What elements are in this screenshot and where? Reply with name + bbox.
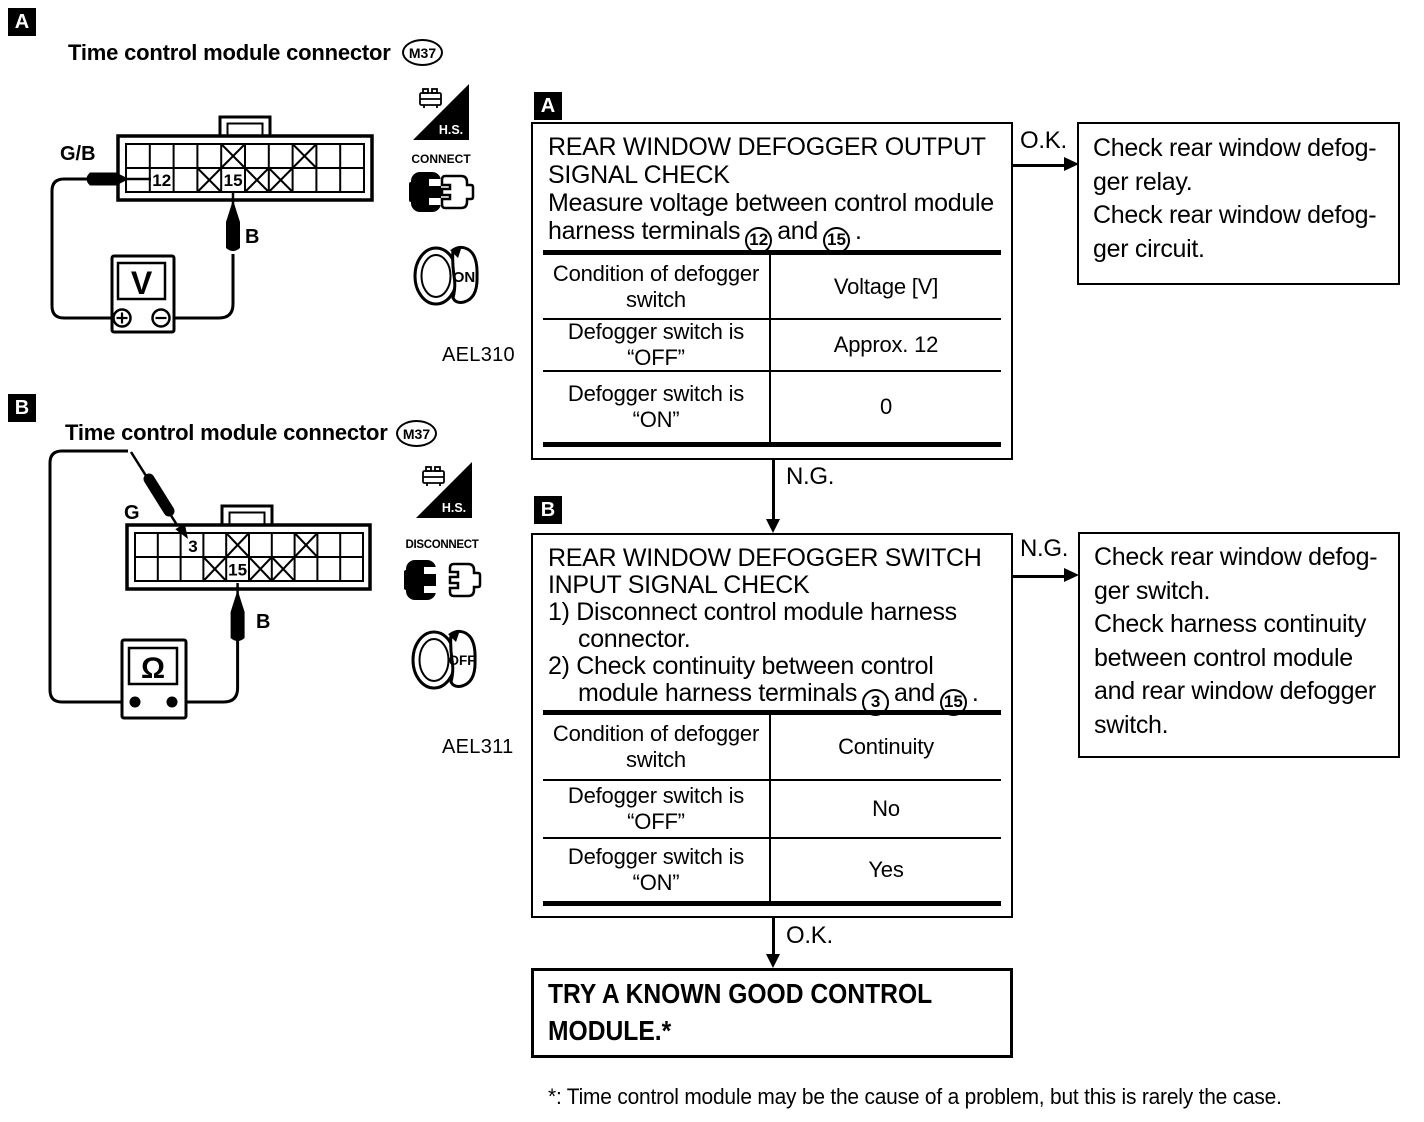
flow-step-a-label: A xyxy=(534,92,562,120)
terminal-circle-3: 3 xyxy=(862,689,889,716)
ohmmeter xyxy=(122,640,186,718)
step-a-title-2: SIGNAL CHECK xyxy=(548,161,730,189)
section-b-label: B xyxy=(8,394,36,422)
svg-text:ON: ON xyxy=(452,269,476,286)
table-row: Defogger switch is “OFF” No xyxy=(543,779,1001,837)
result-a-text: Check rear window defog- ger relay. Check rear window defog- ger circuit. xyxy=(1093,134,1377,263)
section-a-title: Time control module connector xyxy=(68,40,391,65)
ok-label-a: O.K. xyxy=(1020,127,1067,154)
table-header-row xyxy=(543,255,1001,318)
col-value-header: Voltage [V] xyxy=(833,273,939,299)
wire-label-b: B xyxy=(256,611,271,633)
connect-icon xyxy=(409,166,473,218)
continuity-table xyxy=(543,710,1001,906)
section-b-title: Time control module connector xyxy=(65,420,388,445)
final-box-text: TRY A KNOWN GOOD CONTROL MODULE.* xyxy=(548,978,933,1046)
flow-step-a-text xyxy=(548,133,994,249)
voltage-table xyxy=(543,250,1001,447)
voltmeter-symbol: V xyxy=(130,265,153,301)
arrowhead-down-icon xyxy=(766,519,780,533)
terminal-3-label: 3 xyxy=(188,537,198,556)
wire-label-g: G xyxy=(124,502,140,524)
ohmmeter-symbol: Ω xyxy=(140,652,166,685)
probe-terminal-15 xyxy=(231,590,245,641)
figure-code-b: AEL311 xyxy=(442,736,514,758)
ng-label-a: N.G. xyxy=(786,463,835,490)
table-header-row xyxy=(543,715,1001,779)
section-a-label: A xyxy=(8,8,36,36)
wire-label-gb: G/B xyxy=(60,143,96,165)
flow-step-b-label: B xyxy=(534,496,562,524)
connector-id-badge-b: M37 xyxy=(396,420,437,447)
svg-text:OFF: OFF xyxy=(448,653,476,668)
figure-code-a: AEL310 xyxy=(442,344,515,366)
connector-id-badge-a: M37 xyxy=(402,39,443,66)
result-b-text: Check rear window defog- ger switch. Check harness continuity between control module and rear window defogger switch. xyxy=(1094,543,1378,739)
arrow-a-right xyxy=(1013,164,1067,167)
disconnect-icon xyxy=(404,554,480,606)
ignition-off-icon xyxy=(410,622,478,694)
meter-terminal xyxy=(130,697,141,708)
terminal-15-label: 15 xyxy=(228,560,248,580)
svg-text:H.S.: H.S. xyxy=(438,123,464,137)
col-condition-header: Condition of defogger switch xyxy=(543,715,771,779)
hs-icon xyxy=(413,84,469,140)
table-row: Defogger switch is “OFF” Approx. 12 xyxy=(543,318,1001,370)
svg-text:H.S.: H.S. xyxy=(441,501,467,515)
terminal-circle-15: 15 xyxy=(823,227,850,254)
wire-label-b: B xyxy=(245,226,260,248)
footnote: *: Time control module may be the cause of a problem, but this is rarely the case. xyxy=(548,1084,1282,1109)
arrow-a-down xyxy=(772,460,775,521)
probe-terminal-15 xyxy=(226,200,240,251)
arrow-b-down xyxy=(772,918,775,956)
step-b-title-2: INPUT SIGNAL CHECK xyxy=(548,571,810,599)
step-b-item-1: 1) Disconnect control module harness xyxy=(548,598,957,626)
ng-label-b: N.G. xyxy=(1020,535,1069,562)
meter-terminal xyxy=(167,697,178,708)
terminal-circle-15: 15 xyxy=(940,689,967,716)
col-value-header: Continuity xyxy=(838,734,934,759)
ok-label-b: O.K. xyxy=(786,922,833,949)
hs-icon xyxy=(416,462,472,518)
connect-caption: CONNECT xyxy=(411,152,471,166)
terminal-15-label: 15 xyxy=(223,171,243,190)
step-b-item-2: 2) Check continuity between control xyxy=(548,652,934,680)
probe-terminal-3 xyxy=(149,479,169,511)
step-a-body-2: harness terminals 12 and 15 . xyxy=(548,217,994,245)
table-row: Defogger switch is “ON” Yes xyxy=(543,837,1001,901)
ignition-on-icon xyxy=(412,238,480,310)
disconnect-caption: DISCONNECT xyxy=(405,539,479,551)
step-a-title-1: REAR WINDOW DEFOGGER OUTPUT xyxy=(548,133,986,161)
flow-step-b-text: REAR WINDOW DEFOGGER SWITCH INPUT SIGNAL CHECK 1) Disconnect control module harness connector. 2) Check continuity between control module harness terminals 3 and 15 . xyxy=(548,545,982,707)
arrowhead-right-icon xyxy=(1064,568,1079,582)
step-a-body-1: Measure voltage between control module xyxy=(548,189,994,217)
terminal-12-label: 12 xyxy=(152,171,172,190)
step-b-title-1: REAR WINDOW DEFOGGER SWITCH xyxy=(548,544,982,572)
voltmeter xyxy=(112,256,174,332)
arrow-b-right xyxy=(1013,575,1067,578)
table-row: Defogger switch is “ON” 0 xyxy=(543,370,1001,442)
col-condition-header: Condition of defogger switch xyxy=(543,255,771,318)
terminal-circle-12: 12 xyxy=(745,227,772,254)
arrowhead-down-icon xyxy=(766,954,780,968)
